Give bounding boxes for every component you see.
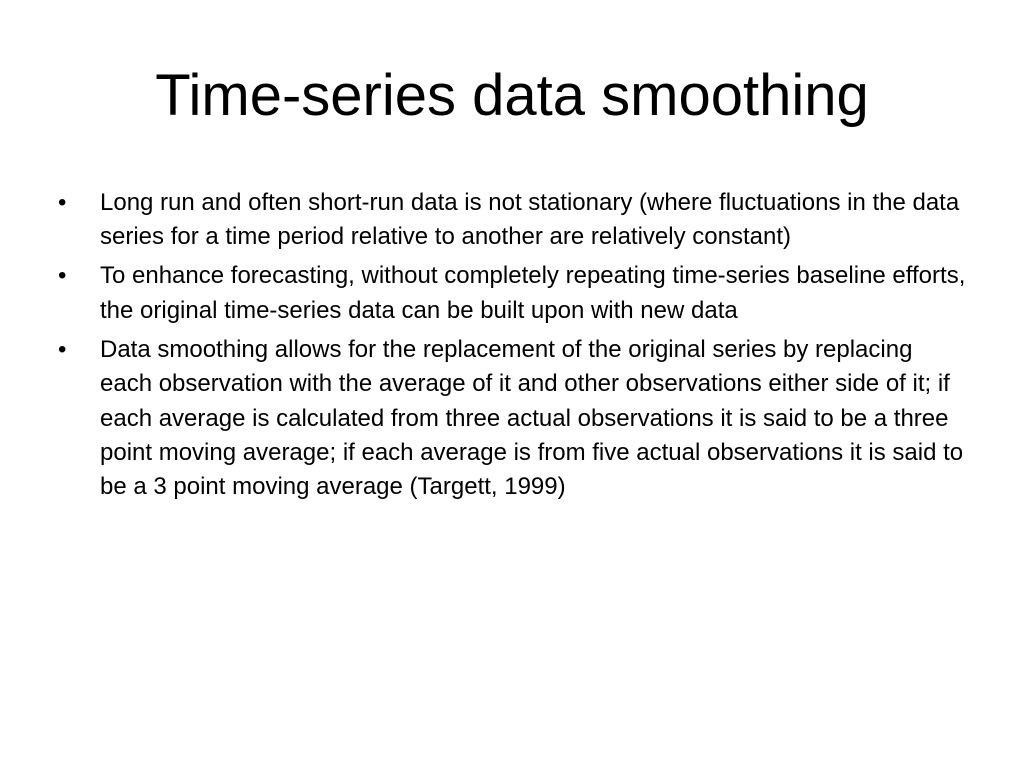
slide-title: Time-series data smoothing [155, 63, 869, 128]
bullet-text-1: Long run and often short-run data is not stationary (where fluctuations in the data series for a time period relative to another are relatively constant) [100, 189, 960, 251]
bullet-icon: • [58, 189, 67, 216]
bullet-item-1 [58, 186, 968, 255]
bullet-icon: • [58, 335, 67, 363]
bullet-list [58, 186, 968, 509]
bullet-item-3 [58, 333, 968, 505]
bullet-text-3: Data smoothing allows for the replacement of the original series by replacing each observation with the average of it and other observations either side of it; if each average is calculated from three actual observations it is said to be a three point moving average; if each average is from five actual observations it is said to be a 3 point moving average (Targett, 1999) [100, 335, 964, 501]
bullet-text-2: To enhance forecasting, without completely repeating time-series baseline efforts, the original time-series data can be built upon with new data [100, 262, 966, 324]
bullet-icon: • [58, 262, 67, 290]
bullet-item-2 [58, 259, 968, 328]
